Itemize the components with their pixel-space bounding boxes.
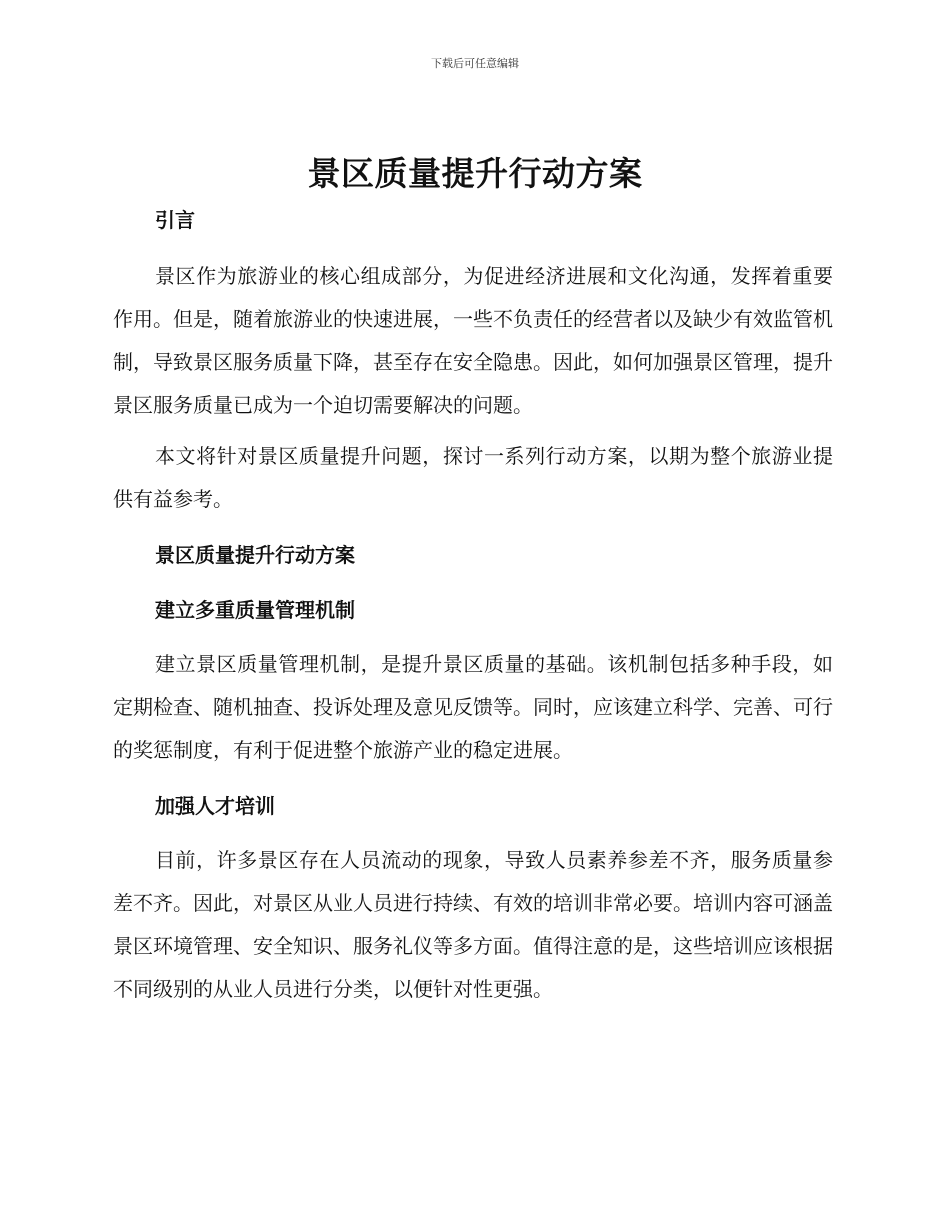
intro-heading: 引言 bbox=[155, 208, 195, 232]
training-paragraph: 目前，许多景区存在人员流动的现象，导致人员素养参差不齐，服务质量参差不齐。因此，对景区从业人员进行持续、有效的培训非常必要。培训内容可涵盖景区环境管理、安全知识、服务礼仪等多方面。值得注意的是，这些培训应该根据不同级别的从业人员进行分类，以便针对性更强。 bbox=[113, 848, 833, 1001]
intro-paragraph-1: 景区作为旅游业的核心组成部分，为促进经济进展和文化沟通，发挥着重要作用。但是，随着旅游业的快速进展，一些不负责任的经营者以及缺少有效监管机制，导致景区服务质量下降，甚至存在安全隐患。因此，如何加强景区管理，提升景区服务质量已成为一个迫切需要解决的问题。 bbox=[113, 264, 833, 417]
intro-paragraph-2: 本文将针对景区质量提升问题，探讨一系列行动方案，以期为整个旅游业提供有益参考。 bbox=[113, 444, 833, 511]
plan-heading: 景区质量提升行动方案 bbox=[155, 543, 355, 567]
mechanism-heading: 建立多重质量管理机制 bbox=[155, 598, 355, 622]
document-body bbox=[113, 200, 833, 1011]
training-heading: 加强人才培训 bbox=[155, 794, 275, 818]
header-note: 下载后可任意编辑 bbox=[431, 57, 519, 70]
document-title: 景区质量提升行动方案 bbox=[307, 154, 643, 193]
mechanism-paragraph: 建立景区质量管理机制，是提升景区质量的基础。该机制包括多种手段，如定期检查、随机抽查、投诉处理及意见反馈等。同时，应该建立科学、完善、可行的奖惩制度，有利于促进整个旅游产业的稳定进展。 bbox=[113, 652, 833, 762]
